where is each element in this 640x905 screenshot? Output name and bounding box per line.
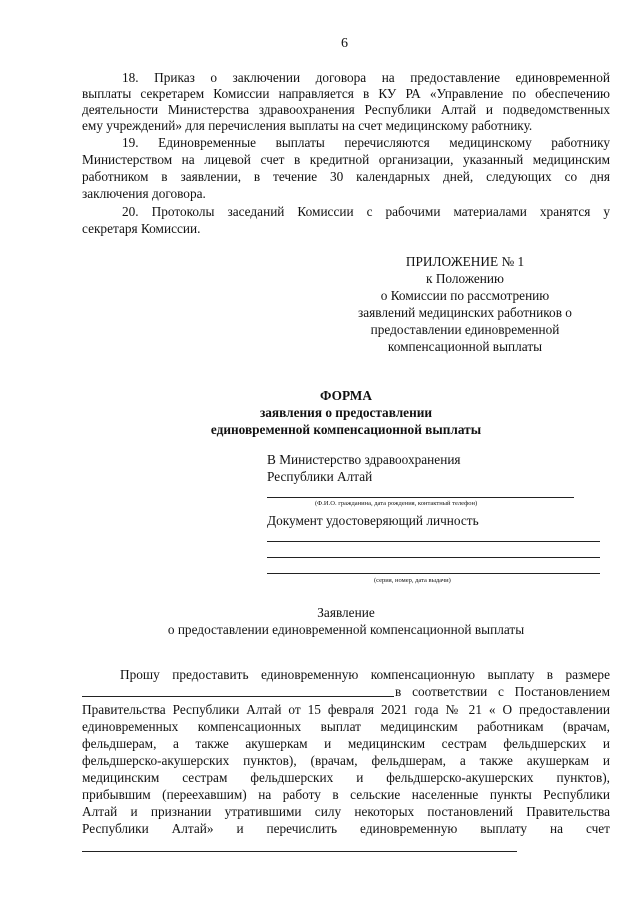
- appendix-line: о Комиссии по рассмотрению: [380, 288, 550, 303]
- body-line: прибывшим (переехавшим) на работу в сельские населенные пункты Республики: [82, 787, 610, 802]
- id-document-line: [267, 557, 600, 558]
- applicant-hint: (Ф.И.О. гражданина, дата рождения, контактный телефон): [315, 500, 478, 507]
- body-line: медицинским сестрам фельдшерских и фельдшерско-акушерских пунктов),: [82, 770, 610, 785]
- body-line: фельдшерско-акушерских пунктов), (врачам, фельдшерам, а также акушеркам и: [82, 753, 610, 768]
- statement-subtitle: о предоставлении единовременной компенсационной выплаты: [167, 622, 525, 637]
- form-subtitle: заявления о предоставлении: [259, 405, 433, 420]
- clause-19-line: Министерством на лицевой счет в кредитной организации, указанный медицинским: [82, 152, 610, 167]
- account-blank-line: [82, 851, 517, 852]
- clause-20-line: 20. Протоколы заседаний Комиссии с рабочими материалами хранятся у: [122, 204, 610, 219]
- clause-18-line: 18. Приказ о заключении договора на предоставление единовременной: [122, 70, 610, 85]
- body-line: единовременных компенсационных выплат медицинским работникам (врачам,: [82, 719, 610, 734]
- clause-19-line: 19. Единовременные выплаты перечисляются медицинскому работнику: [122, 135, 610, 150]
- clause-18-line: ему учреждений» для перечисления выплаты на счет медицинскому работнику.: [82, 118, 533, 133]
- body-line: фельдшерам, а также акушеркам и медицинским сестрам фельдшерских и: [82, 736, 610, 751]
- id-document-line: [267, 573, 600, 574]
- form-title: ФОРМА: [320, 388, 372, 403]
- addressee-line: Республики Алтай: [267, 469, 373, 484]
- clause-19-line: работником в заявлении, в течение 30 календарных дней, следующих со дня: [82, 169, 610, 184]
- appendix-line: к Положению: [426, 271, 504, 286]
- body-line: Республики Алтай» и перечислить единовременную выплату на счет: [82, 821, 610, 836]
- appendix-line: предоставлении единовременной: [370, 322, 560, 337]
- form-subtitle: единовременной компенсационной выплаты: [210, 422, 482, 437]
- clause-18-line: деятельности Министерства здравоохранения Республики Алтай и подведомственных: [82, 102, 610, 117]
- clause-20-line: секретаря Комиссии.: [82, 221, 201, 236]
- amount-blank-line: [82, 696, 394, 697]
- body-line: Алтай и признании утратившими силу некоторых постановлений Правительства: [82, 804, 610, 819]
- id-document-line: [267, 541, 600, 542]
- appendix-line: заявлений медицинских работников о: [358, 305, 572, 320]
- addressee-line: В Министерство здравоохранения: [267, 452, 461, 467]
- body-line: Прошу предоставить единовременную компенсационную выплату в размере: [120, 667, 610, 682]
- clause-19-line: заключения договора.: [82, 186, 206, 201]
- clause-18-line: выплаты секретарем Комиссии направляется в КУ РА «Управление по обеспечению: [82, 86, 610, 101]
- appendix-heading: ПРИЛОЖЕНИЕ № 1: [405, 254, 525, 269]
- page-number: 6: [341, 36, 348, 51]
- statement-title: Заявление: [317, 605, 375, 620]
- id-document-label: Документ удостоверяющий личность: [267, 513, 479, 528]
- appendix-line: компенсационной выплаты: [387, 339, 543, 354]
- body-line: в соответствии с Постановлением: [395, 684, 610, 699]
- applicant-name-line: [267, 497, 574, 498]
- id-document-hint: (серия, номер, дата выдачи): [374, 577, 451, 584]
- body-line: Правительства Республики Алтай от 15 февраля 2021 года № 21 « О предоставлении: [82, 702, 610, 717]
